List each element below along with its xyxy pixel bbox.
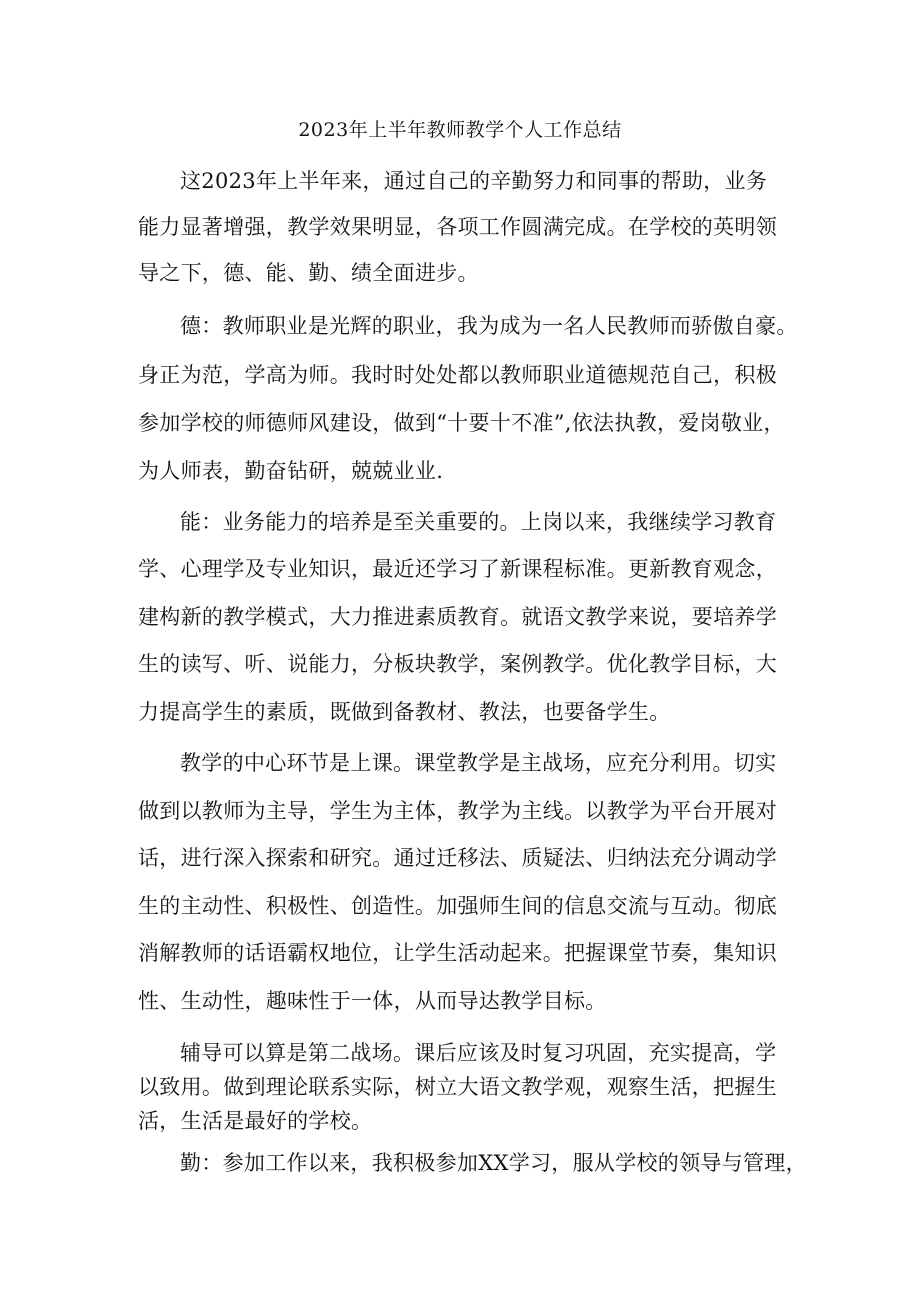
paragraph-line: 生的读写、听、说能力，分板块教学，案例教学。优化教学目标，大 bbox=[138, 652, 777, 676]
paragraph-line: 辅导可以算是第二战场。课后应该及时复习巩固，充实提高，学 bbox=[180, 1041, 777, 1065]
paragraph-line: 德：教师职业是光辉的职业，我为成为一名人民教师而骄傲自豪。 bbox=[180, 314, 798, 338]
paragraph-line: 以致用。做到理论联系实际，树立大语文教学观，观察生活，把握生 bbox=[138, 1075, 777, 1099]
document-title: 2023年上半年教师教学个人工作总结 bbox=[298, 119, 622, 141]
paragraph-line: 参加学校的师德师风建设，做到“十要十不准”,依法执教，爱岗敬业， bbox=[138, 411, 785, 435]
paragraph-line: 建构新的教学模式，大力推进素质教育。就语文教学来说，要培养学 bbox=[138, 605, 777, 629]
paragraph-line: 这2023年上半年来，通过自己的辛勤努力和同事的帮助，业务 bbox=[180, 169, 768, 193]
paragraph-line: 消解教师的话语霸权地位，让学生活动起来。把握课堂节奏，集知识 bbox=[138, 941, 777, 965]
paragraph-line: 身正为范，学高为师。我时时处处都以教师职业道德规范自己，积极 bbox=[138, 363, 777, 387]
paragraph-line: 性、生动性，趣味性于一体，从而导达教学目标。 bbox=[138, 989, 607, 1013]
paragraph-line: 勤：参加工作以来，我积极参加XX学习，服从学校的领导与管理， bbox=[180, 1151, 807, 1175]
paragraph-line: 力提高学生的素质，既做到备教材、教法，也要备学生。 bbox=[138, 700, 671, 724]
paragraph-line: 能：业务能力的培养是至关重要的。上岗以来，我继续学习教育 bbox=[180, 510, 777, 534]
paragraph-line: 话，进行深入探索和研究。通过迁移法、质疑法、归纳法充分调动学 bbox=[138, 846, 777, 870]
paragraph-line: 活，生活是最好的学校。 bbox=[138, 1109, 373, 1133]
paragraph-line: 生的主动性、积极性、创造性。加强师生间的信息交流与互动。彻底 bbox=[138, 894, 777, 918]
paragraph-line: 能力显著增强，教学效果明显，各项工作圆满完成。在学校的英明领 bbox=[138, 215, 777, 239]
paragraph-line: 教学的中心环节是上课。课堂教学是主战场，应充分利用。切实 bbox=[180, 751, 777, 775]
paragraph-line: 做到以教师为主导，学生为主体，教学为主线。以教学为平台开展对 bbox=[138, 799, 777, 823]
paragraph-line: 导之下，德、能、勤、绩全面进步。 bbox=[138, 261, 479, 285]
paragraph-line: 学、心理学及专业知识，最近还学习了新课程标准。更新教育观念， bbox=[138, 557, 777, 581]
paragraph-line: 为人师表，勤奋钻研，兢兢业业. bbox=[138, 459, 444, 483]
